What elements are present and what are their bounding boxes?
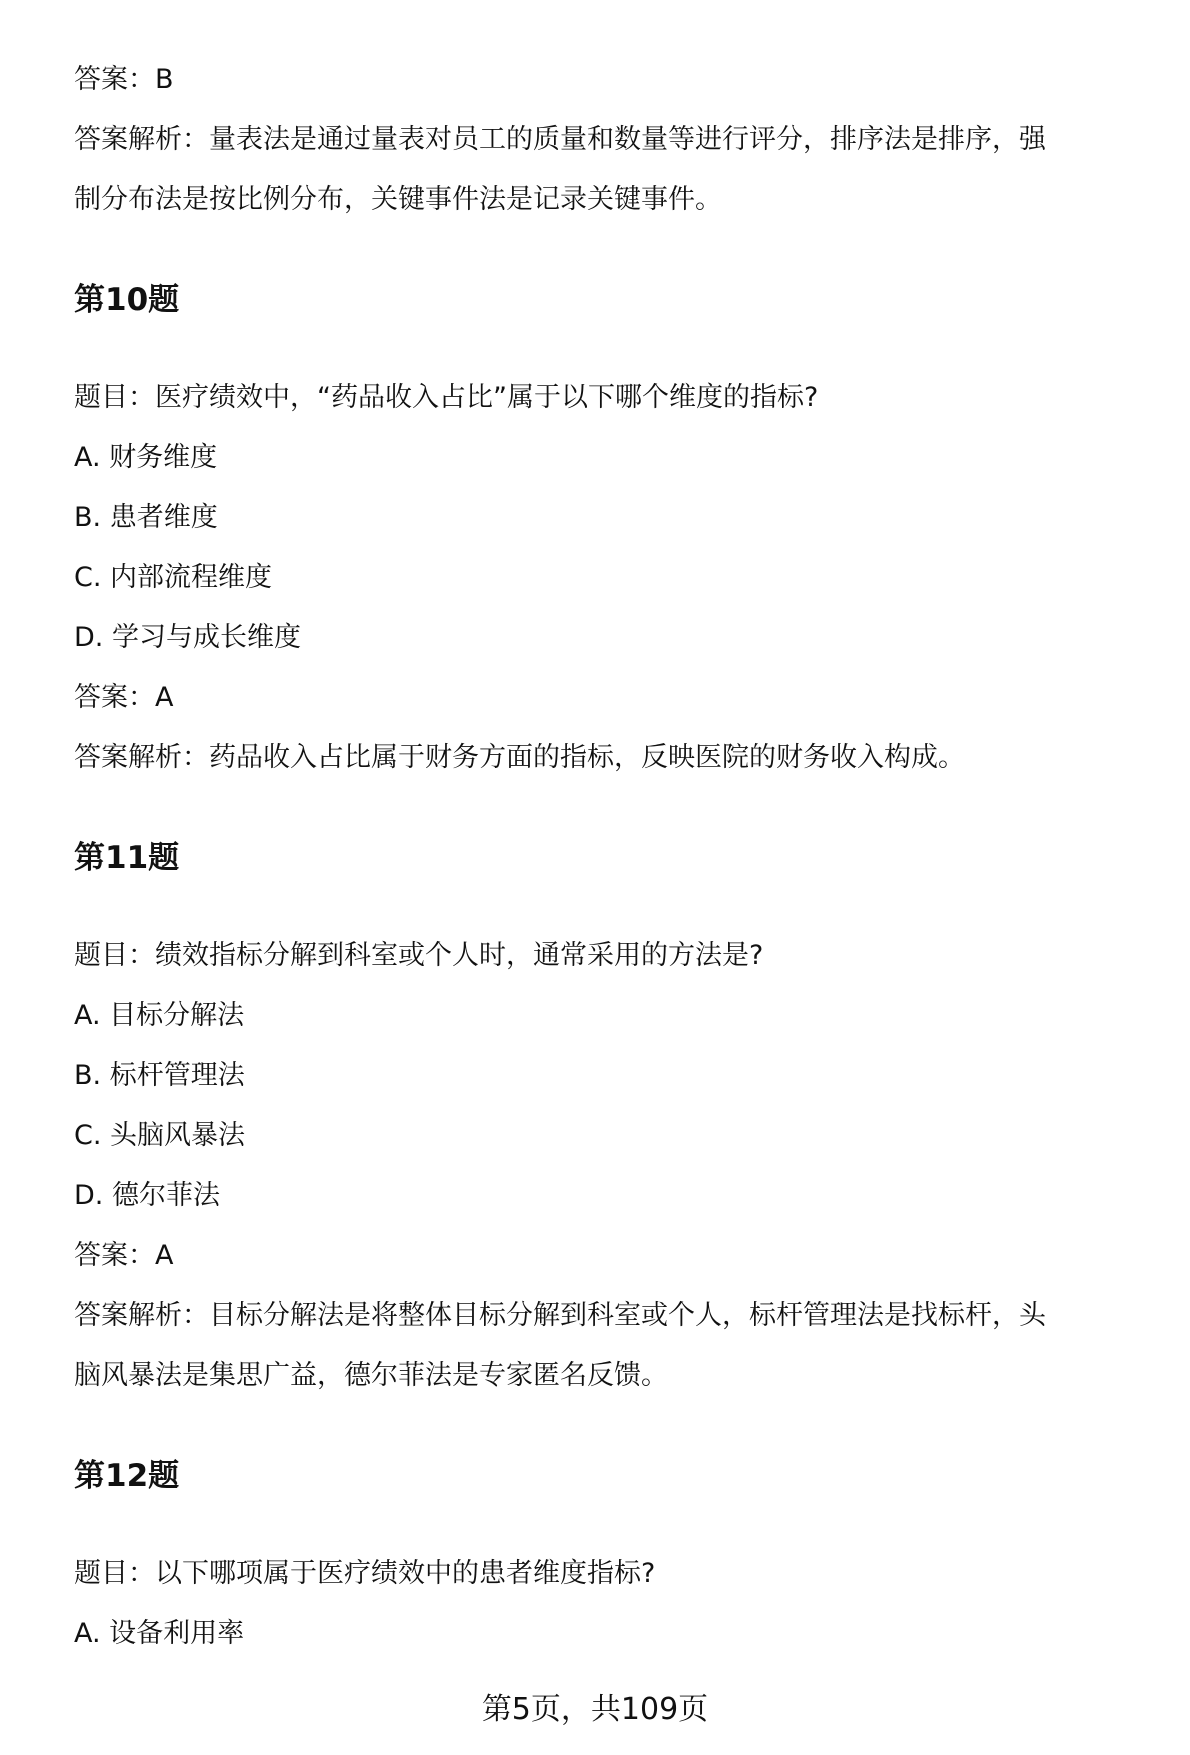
q10-option-a: A. 财务维度	[74, 442, 218, 473]
q12-heading: 第12题	[74, 1458, 180, 1494]
q11-answer: 答案：A	[74, 1240, 174, 1271]
q12-option-a: A. 设备利用率	[74, 1618, 245, 1649]
prev-explanation-line2: 制分布法是按比例分布，关键事件法是记录关键事件。	[74, 184, 722, 215]
q11-explanation-line2: 脑风暴法是集思广益，德尔菲法是专家匿名反馈。	[74, 1360, 668, 1391]
page-footer: 第5页，共109页	[481, 1692, 709, 1727]
q11-option-a: A. 目标分解法	[74, 1000, 245, 1031]
prev-explanation-line1: 答案解析：量表法是通过量表对员工的质量和数量等进行评分，排序法是排序，强	[74, 124, 1046, 155]
q10-option-d: D. 学习与成长维度	[74, 622, 301, 653]
q11-question: 题目：绩效指标分解到科室或个人时，通常采用的方法是?	[74, 940, 764, 971]
q10-question: 题目：医疗绩效中，“药品收入占比”属于以下哪个维度的指标?	[74, 382, 819, 413]
q11-option-d: D. 德尔菲法	[74, 1180, 220, 1211]
q11-option-b: B. 标杆管理法	[74, 1060, 245, 1091]
prev-answer: 答案：B	[74, 64, 174, 95]
q10-option-b: B. 患者维度	[74, 502, 218, 533]
q11-heading: 第11题	[74, 840, 180, 876]
q10-option-c: C. 内部流程维度	[74, 562, 273, 593]
q11-option-c: C. 头脑风暴法	[74, 1120, 246, 1151]
q10-heading: 第10题	[74, 282, 180, 318]
q10-answer: 答案：A	[74, 682, 174, 713]
q11-explanation-line1: 答案解析：目标分解法是将整体目标分解到科室或个人，标杆管理法是找标杆，头	[74, 1300, 1046, 1331]
q12-question: 题目：以下哪项属于医疗绩效中的患者维度指标?	[74, 1558, 656, 1589]
q10-explanation: 答案解析：药品收入占比属于财务方面的指标，反映医院的财务收入构成。	[74, 742, 965, 773]
